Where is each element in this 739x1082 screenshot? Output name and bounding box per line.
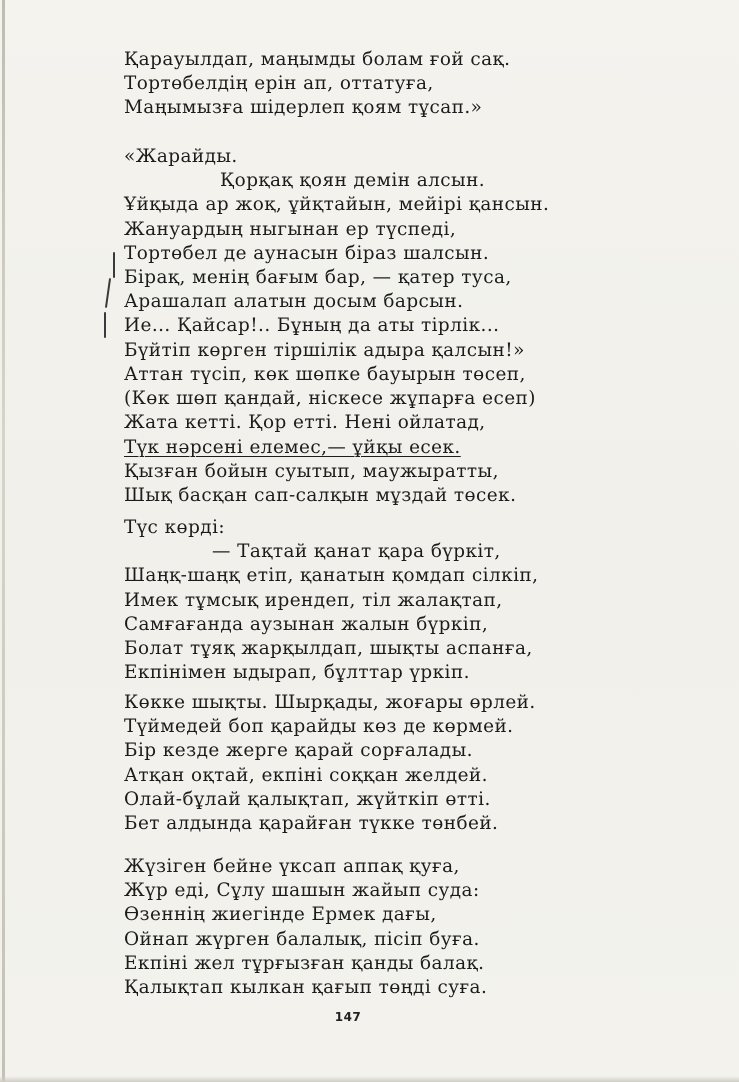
- page-bottom-edge: [0, 1076, 739, 1082]
- stanza-1: [124, 48, 624, 121]
- poem-line: Имек тұмсық ирендеп, тіл жалақтап,: [124, 589, 503, 611]
- poem-line: Бір кезде жерге қарай сорғалады.: [124, 740, 473, 762]
- poem-line: Қарауылдап, маңымды болам ғой сақ.: [124, 49, 511, 70]
- page-binding-edge: [2, 0, 5, 1082]
- poem-line: Ұйқыда ар жоқ, ұйқтайын, мейірі қансын.: [124, 194, 550, 216]
- poem-line: Қалықтап кылкан қағып төңді суға.: [124, 976, 488, 998]
- poem-line: Арашалап алатын досым барсын.: [124, 291, 464, 313]
- stanza-5: [124, 691, 624, 836]
- poem-line: Түс көрді:: [124, 517, 226, 538]
- poem-line: — Тақтай қанат қара бүркіт,: [212, 541, 501, 563]
- poem-line: Атқан оқтай, екпіні соққан желдей.: [124, 764, 488, 786]
- poem-line: Олай-бұлай қалықтап, жүйткіп өтті.: [124, 788, 491, 810]
- poem-line: Жүзіген бейне үксап аппақ қуға,: [124, 856, 460, 877]
- poem-line: Шық басқан сап-салқын мұздай төсек.: [124, 484, 517, 506]
- pencil-margin-mark: [104, 312, 106, 338]
- poem-line: Жүр еді, Сұлу шашын жайып суда:: [124, 880, 480, 902]
- stanza-4: [124, 516, 624, 685]
- poem-line: Аттан түсіп, көк шөпке бауырын төсеп,: [124, 364, 526, 385]
- poem-line: Жануардың ныгынан ер түспеді,: [124, 218, 457, 240]
- poem-line: (Көк шөп қандай, ніскесе жұпарға есеп): [124, 388, 536, 410]
- poem-line: Тортөбелдің ерін ап, оттатуға,: [124, 73, 434, 95]
- poem-line: Екпінімен ыдырап, бұлттар үркіп.: [124, 662, 470, 684]
- poem-line: Өзеннің жиегінде Ермек дағы,: [124, 904, 437, 926]
- stanza-3: [124, 363, 624, 508]
- poem-line: Шаңқ-шаңқ етіп, қанатын қомдап сілкіп,: [124, 565, 539, 587]
- poem-line: Бірақ, менің бағым бар, — қатер туса,: [124, 266, 512, 288]
- poem-line: Болат тұяқ жарқылдап, шықты аспанға,: [124, 637, 533, 659]
- poem-line: Бет алдында қарайған түкке төнбей.: [124, 812, 499, 834]
- poem-line: Көкке шықты. Шырқады, жоғары өрлей.: [124, 692, 536, 713]
- poem-line: Бүйтіп көрген тіршілік адыра қалсын!»: [124, 339, 525, 361]
- poem-line: «Жарайды.: [124, 146, 238, 167]
- poem-line: Қорқақ қоян демін алсын.: [220, 170, 486, 192]
- pencil-margin-mark: [105, 278, 111, 308]
- poem-line: Жата кетті. Қор етті. Нені ойлатад,: [124, 412, 486, 434]
- poem-line: Самғағанда аузынан жалын бүркіп,: [124, 613, 489, 635]
- poem-line-underlined: Түк нәрсені елемес,— ұйқы есек.: [124, 436, 461, 458]
- stanza-2: [124, 145, 624, 363]
- poem-line: Ойнап жүрген балалық, пісіп буға.: [124, 928, 480, 950]
- poem-line: Түймедей боп қарайды көз де көрмей.: [124, 716, 514, 738]
- stanza-6: [124, 855, 624, 1000]
- poem-line: Маңымызға шідерлеп қоям тұсап.»: [124, 97, 483, 119]
- page-number: 147: [334, 1010, 362, 1024]
- poem-line: Қызған бойын суытып, маужыратты,: [124, 460, 499, 482]
- pencil-margin-mark: [113, 252, 115, 278]
- poem-line: Тортөбел де аунасын біраз шалсын.: [124, 242, 490, 264]
- poem-line: Екпіні жел тұрғызған қанды балақ.: [124, 952, 485, 974]
- poem-line: Ие... Қайсар!.. Бұның да аты тірлік...: [124, 315, 500, 337]
